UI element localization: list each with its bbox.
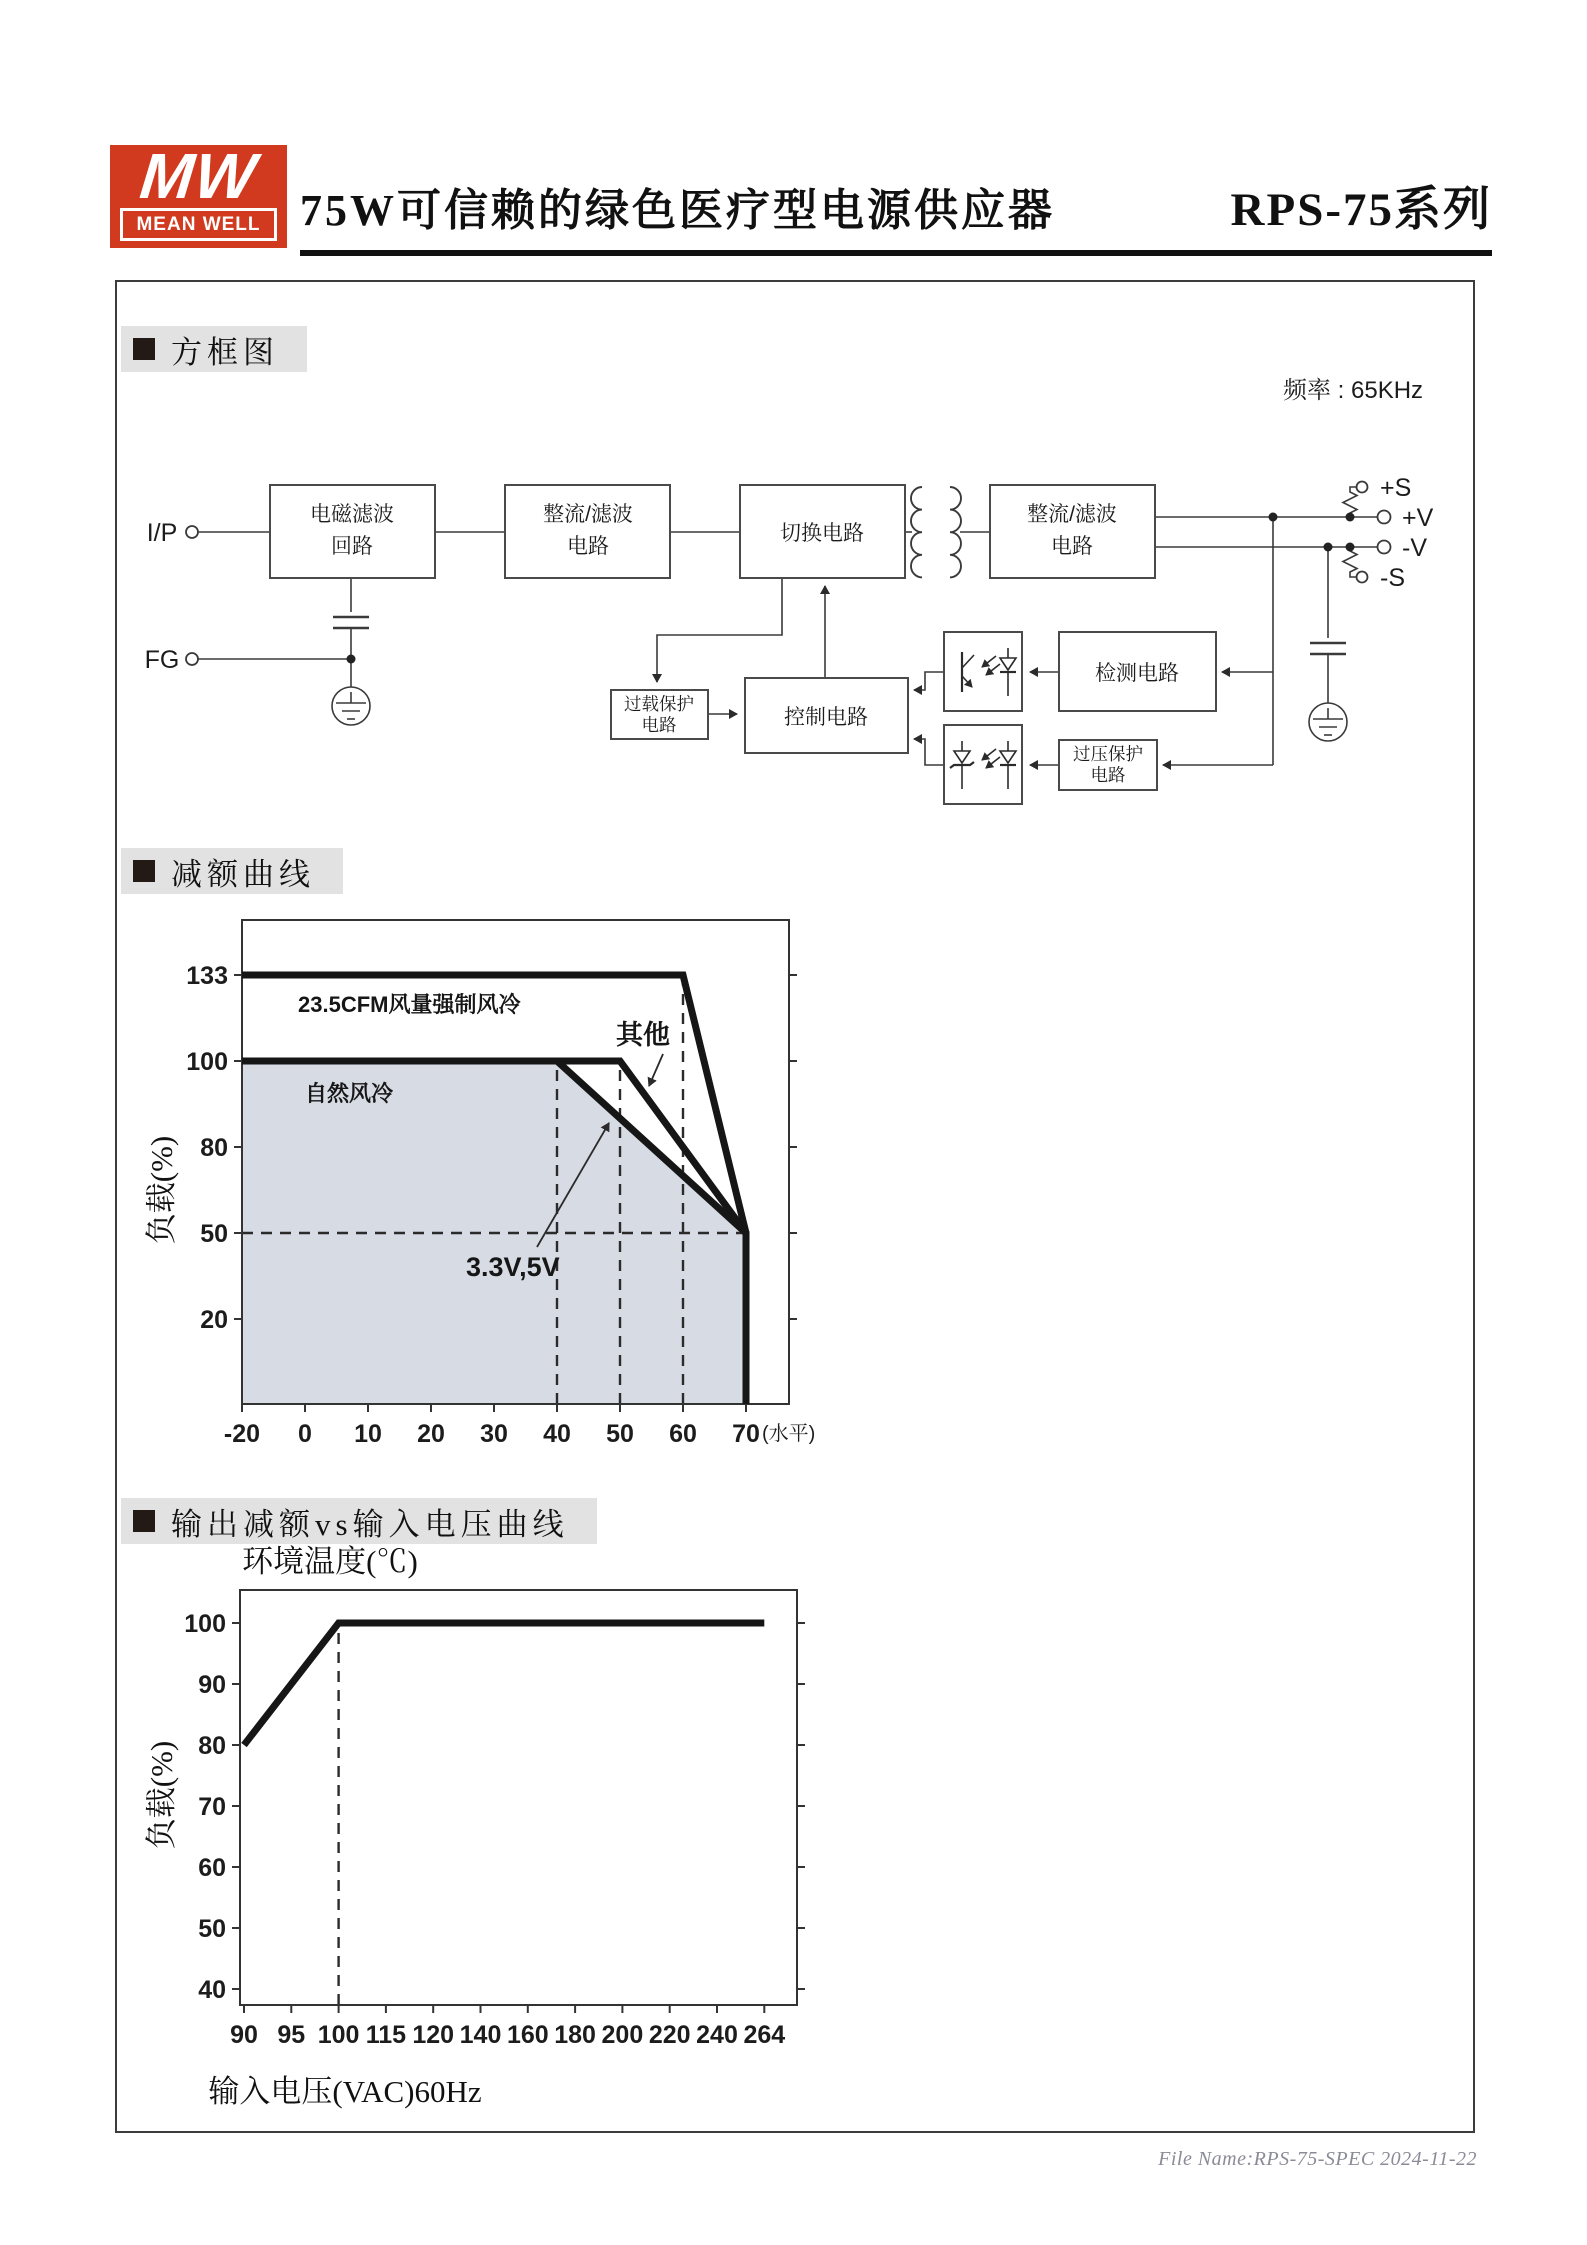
block-label: 电路 [1090, 765, 1126, 785]
terminal-plus-v-circle [1378, 511, 1391, 524]
block-label: 整流/滤波 [543, 503, 633, 526]
terminal-minus-s-circle [1357, 572, 1368, 583]
x-tick-label: 95 [277, 2021, 306, 2049]
y-axis-label: 负载(%) [144, 1135, 179, 1245]
annotation-low-voltage: 3.3V,5V [466, 1252, 560, 1282]
terminal-ip: I/P [146, 519, 178, 547]
annotation-other: 其他 [616, 1020, 670, 1050]
block-label: 整流/滤波 [1027, 503, 1117, 526]
logo-mw-letters: MW [136, 140, 261, 212]
terminal-fg-circle [186, 653, 198, 665]
y-tick-label: 40 [198, 1976, 226, 2004]
y-tick-label: 50 [200, 1220, 228, 1248]
frequency-note: 频率 : 65KHz [1283, 377, 1424, 404]
y-tick-label: 60 [198, 1854, 226, 1882]
title-series: RPS-75系列 [1230, 184, 1492, 236]
block-emi-filter [270, 485, 435, 578]
y-tick-label: 80 [200, 1134, 228, 1162]
y-tick-label: 70 [198, 1793, 226, 1821]
x-tick-label: 120 [412, 2021, 455, 2049]
x-tick-label: 70 [732, 1420, 760, 1448]
x-axis-label: 输入电压(VAC)60Hz [208, 2074, 482, 2109]
block-label: 切换电路 [780, 522, 864, 545]
file-info: File Name:RPS-75-SPEC 2024-11-22 [1158, 2148, 1477, 2170]
block-rectifier-filter-out [990, 485, 1155, 578]
y-tick-label: 100 [184, 1610, 226, 1638]
plot-area [240, 1590, 797, 2005]
y-axis-label: 负载(%) [144, 1740, 179, 1850]
terminal-plus-v: +V [1402, 504, 1434, 532]
terminal-minus-s: -S [1380, 564, 1405, 592]
y-tick-label: 50 [198, 1915, 226, 1943]
terminal-plus-s-circle [1357, 482, 1368, 493]
terminal-minus-v-circle [1378, 541, 1391, 554]
terminal-fg: FG [144, 646, 180, 674]
block-label: 过压保护 [1073, 744, 1143, 764]
x-tick-label: 90 [230, 2021, 258, 2049]
y-tick-label: 80 [198, 1732, 226, 1760]
block-label: 过载保护 [624, 694, 694, 714]
block-label: 电路 [1051, 535, 1093, 558]
block-label: 电路 [567, 535, 609, 558]
block-label: 控制电路 [784, 706, 868, 729]
terminal-ip-circle [186, 526, 198, 538]
section-label: 方框图 [171, 334, 279, 370]
x-tick-label: 264 [743, 2021, 786, 2049]
x-tick-label: 40 [543, 1420, 571, 1448]
x-tick-label: 0 [298, 1420, 312, 1448]
block-label: 电磁滤波 [310, 503, 394, 526]
x-tick-label: 200 [601, 2021, 644, 2049]
block-diagram [145, 377, 1434, 804]
section-label: 输出减额vs输入电压曲线 [171, 1506, 569, 1542]
x-tick-label: 140 [459, 2021, 502, 2049]
x-tick-label: 100 [317, 2021, 360, 2049]
terminal-plus-s: +S [1380, 474, 1412, 502]
logo-brand-text: MEAN WELL [120, 208, 277, 241]
x-tick-label: 60 [669, 1420, 697, 1448]
y-tick-label: 90 [198, 1671, 226, 1699]
block-label: 回路 [331, 535, 373, 558]
y-tick-label: 100 [186, 1048, 228, 1076]
x-tick-label: 10 [354, 1420, 382, 1448]
title-main: 75W可信赖的绿色医疗型电源供应器 [300, 186, 1055, 235]
annotation-forced-air: 23.5CFM风量强制风冷 [298, 992, 521, 1017]
x-tick-label: 20 [417, 1420, 445, 1448]
x-tick-label: 50 [606, 1420, 634, 1448]
x-tick-label: 240 [696, 2021, 738, 2049]
x-tick-label: -20 [223, 1420, 261, 1448]
x-tick-label: 30 [480, 1420, 508, 1448]
y-tick-label: 133 [186, 962, 228, 990]
x-axis-suffix: (水平) [762, 1423, 816, 1445]
x-tick-label: 180 [554, 2021, 596, 2049]
block-label: 电路 [641, 715, 677, 735]
x-tick-label: 115 [365, 2021, 407, 2049]
terminal-minus-v: -V [1402, 534, 1427, 562]
block-label: 检测电路 [1095, 662, 1179, 685]
x-axis-label: 环境温度(℃) [242, 1544, 418, 1579]
derating-chart [144, 920, 815, 1579]
block-rectifier-filter-in [505, 485, 670, 578]
x-tick-label: 160 [506, 2021, 549, 2049]
y-tick-label: 20 [200, 1306, 228, 1334]
input-voltage-chart [144, 1590, 805, 2109]
annotation-natural-cooling: 自然风冷 [305, 1081, 394, 1106]
x-tick-label: 220 [648, 2021, 691, 2049]
section-label: 减额曲线 [171, 856, 315, 892]
series-line [244, 1623, 764, 1745]
